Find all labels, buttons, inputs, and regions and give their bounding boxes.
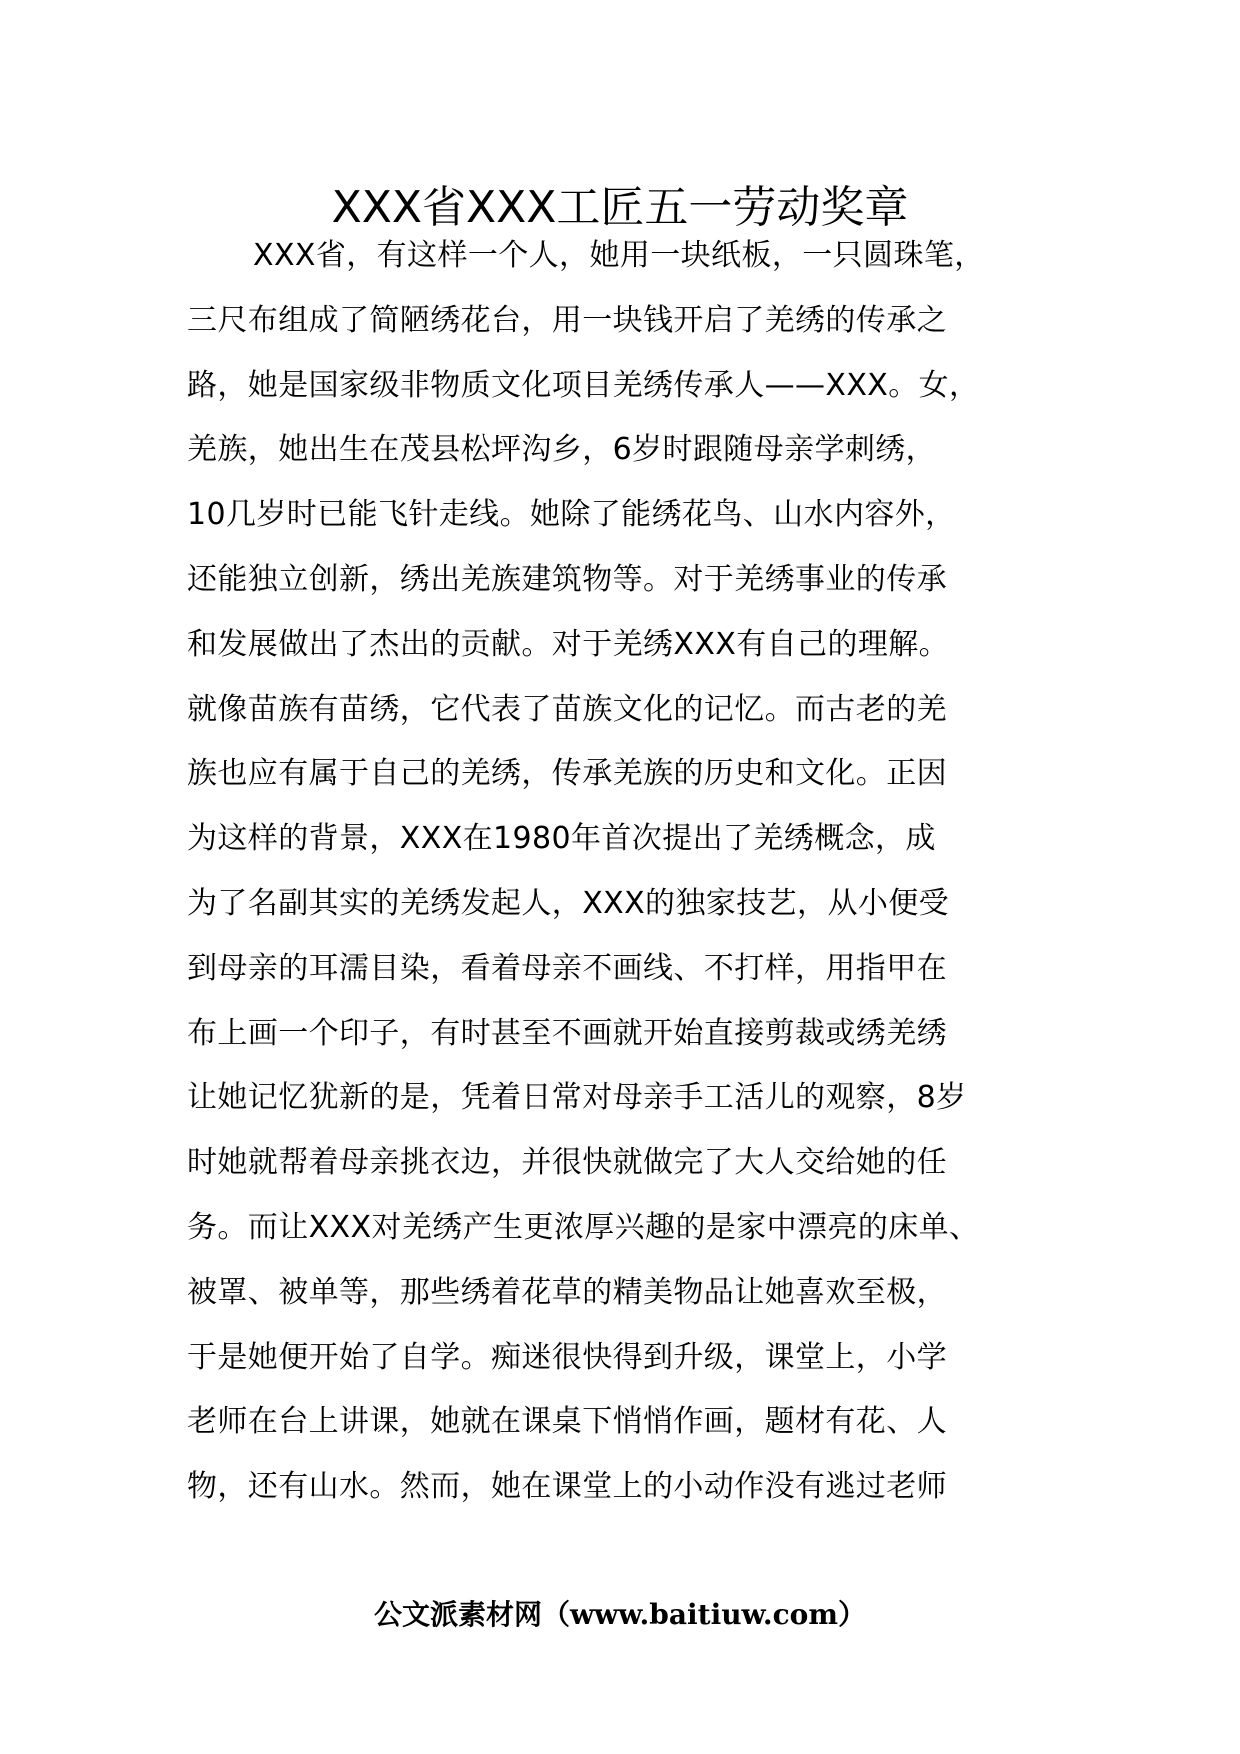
- text-line: 为了名副其实的羌绣发起人，XXX的独家技艺，从小便受: [187, 885, 950, 921]
- text-line: 就像苗族有苗绣，它代表了苗族文化的记忆。而古老的羌: [187, 691, 947, 727]
- text-line: 还能独立创新，绣出羌族建筑物等。对于羌绣事业的传承: [187, 561, 947, 597]
- text-line: 布上画一个印子，有时甚至不画就开始直接剪裁或绣羌绣: [187, 1015, 947, 1051]
- text-line: 路，她是国家级非物质文化项目羌绣传承人——XXX。女，: [187, 367, 980, 403]
- text-line: 羌族，她出生在茂县松坪沟乡，6岁时跟随母亲学刺绣，: [187, 432, 937, 468]
- text-line: 到母亲的耳濡目染，看着母亲不画线、不打样，用指甲在: [187, 950, 947, 986]
- text-line: 为这样的背景，XXX在1980年首次提出了羌绣概念，成: [187, 821, 936, 857]
- text-line: 时她就帮着母亲挑衣边，并很快就做完了大人交给她的任: [187, 1145, 947, 1181]
- footer-watermark: 公文派素材网（www.baitiuw.com）: [374, 1598, 866, 1631]
- text-line: XXX省，有这样一个人，她用一块纸板，一只圆珠笔，: [253, 238, 985, 273]
- text-line: 老师在台上讲课，她就在课桌下悄悄作画，题材有花、人: [187, 1404, 947, 1440]
- text-line: 物，还有山水。然而，她在课堂上的小动作没有逃过老师: [187, 1469, 947, 1505]
- document-title: XXX省XXX工匠五一劳动奖章: [331, 182, 909, 233]
- text-line: 族也应有属于自己的羌绣，传承羌族的历史和文化。正因: [187, 756, 947, 792]
- text-line: 被罩、被单等，那些绣着花草的精美物品让她喜欢至极，: [187, 1274, 947, 1310]
- text-line: 10几岁时已能飞针走线。她除了能绣花鸟、山水内容外，: [187, 497, 956, 533]
- text-line: 务。而让XXX对羌绣产生更浓厚兴趣的是家中漂亮的床单、: [187, 1209, 980, 1245]
- text-line: 于是她便开始了自学。痴迷很快得到升级，课堂上，小学: [187, 1339, 947, 1375]
- body-text: [187, 224, 1087, 1520]
- text-line: 和发展做出了杰出的贡献。对于羌绣XXX有自己的理解。: [187, 626, 950, 662]
- text-line: 三尺布组成了简陋绣花台，用一块钱开启了羌绣的传承之: [187, 302, 947, 338]
- text-line: 让她记忆犹新的是，凭着日常对母亲手工活儿的观察，8岁: [187, 1080, 967, 1116]
